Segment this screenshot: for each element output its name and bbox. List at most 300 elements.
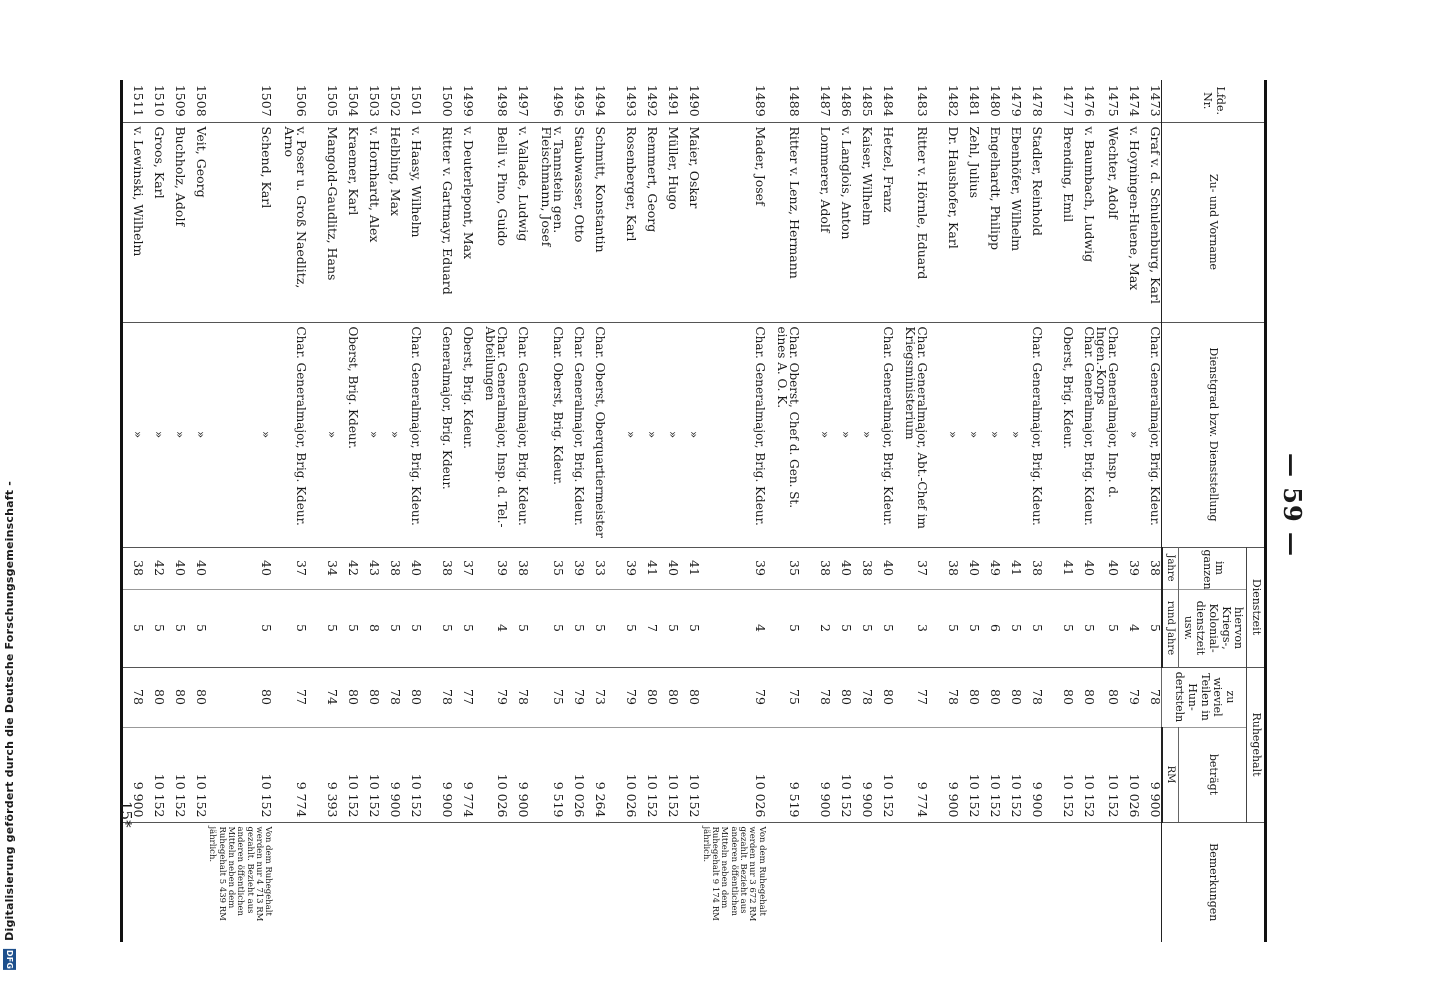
officer-name: Groos, Karl: [144, 122, 165, 322]
officer-rank: »: [658, 322, 679, 547]
row-number: 1477: [1060, 84, 1076, 117]
header-ruhegehalt: Ruhegehalt: [1247, 667, 1266, 822]
row-number: 1484: [880, 84, 896, 117]
table-row: [432, 80, 453, 942]
war-service-years: 5: [1095, 589, 1119, 667]
table-row: [1119, 80, 1140, 942]
remark: [1095, 822, 1119, 942]
row-number: 1503: [367, 84, 383, 117]
pension-amount: 10 152: [401, 727, 422, 822]
officer-name: v. Baumbach, Ludwig: [1074, 122, 1095, 322]
header-war-service: hiervon Kriegs-, Kolonial-dienstzeit usw.: [1179, 589, 1247, 667]
pension-percent: 80: [144, 667, 165, 727]
war-service-years: 5: [1053, 589, 1074, 667]
table-row: [508, 80, 529, 942]
header-unit: RM: [1162, 727, 1179, 822]
remark: [616, 822, 637, 942]
officer-name: Mader, Josef: [700, 122, 765, 322]
officer-name: Schmitt, Konstantin: [585, 122, 606, 322]
total-service-years: 39: [1119, 547, 1140, 589]
war-service-years: 4: [1119, 589, 1140, 667]
total-service-years: 41: [1001, 547, 1022, 589]
officer-rank: »: [1119, 322, 1140, 547]
pension-amount: 10 152: [658, 727, 679, 822]
table-row: [938, 80, 959, 942]
officer-rank: Oberst, Brig. Kdeur.: [453, 322, 474, 547]
war-service-years: 5: [658, 589, 679, 667]
table-row: [401, 80, 422, 942]
total-service-years: 49: [980, 547, 1001, 589]
war-service-years: 5: [776, 589, 800, 667]
pension-amount: 10 152: [338, 727, 359, 822]
row-number: 1487: [817, 84, 833, 117]
war-service-years: 5: [938, 589, 959, 667]
header-rank: Dienstgrad bzw. Dienststellung: [1162, 322, 1266, 547]
table-row: [616, 80, 637, 942]
officer-rank: Char. Generalmajor, Brig. Kdeur.: [700, 322, 765, 547]
war-service-years: 5: [165, 589, 186, 667]
pension-percent: 80: [658, 667, 679, 727]
officer-name: v. Hoyningen-Huene, Max: [1119, 122, 1140, 322]
table-row: [539, 80, 564, 942]
pension-amount: 10 152: [637, 727, 658, 822]
total-service-years: 40: [959, 547, 980, 589]
pension-percent: 78: [380, 667, 401, 727]
officer-rank: »: [317, 322, 338, 547]
war-service-years: 5: [121, 589, 144, 667]
header-round-years: rund Jahre: [1162, 589, 1179, 667]
remark: [1053, 822, 1074, 942]
officer-rank: Char. Generalmajor, Brig. Kdeur.: [1140, 322, 1162, 547]
row-number: 1502: [388, 84, 404, 117]
remark: [1140, 822, 1162, 942]
war-service-years: 5: [679, 589, 700, 667]
row-number: 1506: [294, 84, 310, 117]
officer-rank: Char. Generalmajor, Brig. Kdeur.: [564, 322, 585, 547]
war-service-years: 5: [539, 589, 564, 667]
remark: [186, 822, 207, 942]
remark: [539, 822, 564, 942]
officer-name: v. Lewinski, Wilhelm: [121, 122, 144, 322]
table-row: [658, 80, 679, 942]
row-number: 1489: [752, 84, 768, 117]
officer-rank: Char. Generalmajor, Brig. Kdeur.: [1074, 322, 1095, 547]
officer-name: Schend, Karl: [207, 122, 272, 322]
dfg-logo: DFG: [5, 949, 14, 969]
war-service-years: 5: [852, 589, 873, 667]
row-number: 1478: [1029, 84, 1045, 117]
pension-amount: 9 519: [776, 727, 800, 822]
officer-name: Veit, Georg: [186, 122, 207, 322]
officer-rank: »: [852, 322, 873, 547]
pension-amount: 9 900: [508, 727, 529, 822]
pension-amount: 10 152: [186, 727, 207, 822]
war-service-years: 7: [637, 589, 658, 667]
table-row: [1022, 80, 1043, 942]
remark: [380, 822, 401, 942]
pension-percent: 78: [432, 667, 453, 727]
remark: [852, 822, 873, 942]
officer-name: v. Langlois, Anton: [831, 122, 852, 322]
table-row: [637, 80, 658, 942]
table-row: [1095, 80, 1119, 942]
pension-amount: 10 152: [144, 727, 165, 822]
total-service-years: 40: [873, 547, 894, 589]
officer-name: v. Poser u. Groß Naedlitz, Arno: [282, 122, 307, 322]
pension-amount: 10 026: [564, 727, 585, 822]
total-service-years: 41: [637, 547, 658, 589]
row-number: 1501: [409, 84, 425, 117]
table-row: [1074, 80, 1095, 942]
table-row: [317, 80, 338, 942]
row-number: 1491: [666, 84, 682, 117]
officer-rank: »: [679, 322, 700, 547]
total-service-years: 38: [121, 547, 144, 589]
table-row: [679, 80, 700, 942]
total-service-years: 38: [1022, 547, 1043, 589]
total-service-years: 40: [1074, 547, 1095, 589]
officer-rank: »: [938, 322, 959, 547]
pension-percent: 80: [1074, 667, 1095, 727]
remark: [564, 822, 585, 942]
pension-percent: 79: [1119, 667, 1140, 727]
war-service-years: 5: [380, 589, 401, 667]
pension-amount: 10 152: [1095, 727, 1119, 822]
table-row: [700, 80, 765, 942]
total-service-years: 41: [679, 547, 700, 589]
row-number: 1511: [130, 84, 146, 117]
officer-name: Ritter v. Hörnle, Eduard: [904, 122, 928, 322]
remark: [959, 822, 980, 942]
table-row: [380, 80, 401, 942]
total-service-years: 42: [144, 547, 165, 589]
remark: [338, 822, 359, 942]
officer-rank: Char. Generalmajor, Insp. d. Tel.-Abteilungen: [484, 322, 508, 547]
war-service-years: 6: [980, 589, 1001, 667]
pension-amount: 10 152: [1074, 727, 1095, 822]
remark: Von dem Ruhegehalt werden nur 3 672 RM gezahlt. Bezieht aus anderen öffentlichen Mitteln neben dem Ruhegehalt 9 174 RM jährlich.: [700, 822, 765, 942]
pension-amount: 9 900: [852, 727, 873, 822]
header-remarks: Bemerkungen: [1162, 822, 1266, 942]
officer-name: Staubwasser, Otto: [564, 122, 585, 322]
remark: [585, 822, 606, 942]
pension-amount: 9 900: [121, 727, 144, 822]
war-service-years: 5: [1074, 589, 1095, 667]
pension-amount: 9 774: [453, 727, 474, 822]
remark: [508, 822, 529, 942]
remark: [121, 822, 144, 942]
pension-percent: 80: [186, 667, 207, 727]
war-service-years: 5: [959, 589, 980, 667]
pension-amount: 10 026: [1119, 727, 1140, 822]
officer-name: Stadler, Reinhold: [1022, 122, 1043, 322]
pension-amount: 10 152: [831, 727, 852, 822]
pension-amount: 9 900: [1140, 727, 1162, 822]
pension-percent: 79: [564, 667, 585, 727]
pension-percent: 79: [484, 667, 508, 727]
table-row: [564, 80, 585, 942]
pension-amount: 9 900: [380, 727, 401, 822]
table-row: [810, 80, 831, 942]
pension-percent: 78: [1022, 667, 1043, 727]
pension-percent: 80: [637, 667, 658, 727]
table-row: [1001, 80, 1022, 942]
officer-rank: Generalmajor, Brig. Kdeur.: [432, 322, 453, 547]
pension-percent: 80: [1053, 667, 1074, 727]
table-row: [959, 80, 980, 942]
table-row: [165, 80, 186, 942]
row-number: 1486: [838, 84, 854, 117]
total-service-years: 38: [938, 547, 959, 589]
officer-name: Ritter v. Lenz, Hermann: [776, 122, 800, 322]
total-service-years: 40: [207, 547, 272, 589]
row-number: 1490: [687, 84, 703, 117]
officer-name: Hetzel, Franz: [873, 122, 894, 322]
war-service-years: 5: [282, 589, 307, 667]
war-service-years: 5: [1022, 589, 1043, 667]
row-number: 1510: [151, 84, 167, 117]
header-total-service: im ganzen: [1179, 547, 1247, 589]
pension-percent: 78: [938, 667, 959, 727]
total-service-years: 43: [359, 547, 380, 589]
pension-amount: 10 152: [980, 727, 1001, 822]
war-service-years: 5: [1140, 589, 1162, 667]
war-service-years: 5: [453, 589, 474, 667]
table-row: [282, 80, 307, 942]
total-service-years: 40: [1095, 547, 1119, 589]
row-number: 1505: [325, 84, 341, 117]
row-number: 1482: [945, 84, 961, 117]
remark: [1119, 822, 1140, 942]
officer-rank: »: [616, 322, 637, 547]
pension-percent: 78: [508, 667, 529, 727]
officer-name: Kaiser, Wilhelm: [852, 122, 873, 322]
pension-percent: 73: [585, 667, 606, 727]
pension-amount: 10 026: [700, 727, 765, 822]
remark: [484, 822, 508, 942]
officer-name: Müller, Hugo: [658, 122, 679, 322]
officer-name: Kraemer, Karl: [338, 122, 359, 322]
officer-name: Remmert, Georg: [637, 122, 658, 322]
pension-percent: 78: [1140, 667, 1162, 727]
table-row: [1053, 80, 1074, 942]
officer-name: Brending, Emil: [1053, 122, 1074, 322]
pension-amount: 10 152: [359, 727, 380, 822]
officer-name: Helbling, Max: [380, 122, 401, 322]
officer-rank: »: [637, 322, 658, 547]
pension-percent: 80: [831, 667, 852, 727]
war-service-years: 3: [904, 589, 928, 667]
total-service-years: 34: [317, 547, 338, 589]
total-service-years: 40: [831, 547, 852, 589]
officer-rank: »: [207, 322, 272, 547]
officer-rank: Char. Generalmajor, Brig. Kdeur.: [873, 322, 894, 547]
pension-percent: 77: [904, 667, 928, 727]
pension-percent: 80: [338, 667, 359, 727]
header-nr: Lfde. Nr.: [1162, 80, 1266, 122]
pension-amount: 10 152: [873, 727, 894, 822]
total-service-years: 35: [776, 547, 800, 589]
officer-rank: »: [121, 322, 144, 547]
header-dienstzeit: Dienstzeit: [1247, 547, 1266, 667]
remark: [1074, 822, 1095, 942]
officer-name: Ritter v. Gartmayr, Eduard: [432, 122, 453, 322]
war-service-years: 5: [186, 589, 207, 667]
table-row: [207, 80, 272, 942]
header-amount: beträgt: [1179, 727, 1247, 822]
officer-rank: »: [810, 322, 831, 547]
officer-rank: »: [165, 322, 186, 547]
remark: [658, 822, 679, 942]
pension-percent: 80: [873, 667, 894, 727]
officer-name: Wechter, Adolf: [1095, 122, 1119, 322]
table-row: [338, 80, 359, 942]
header-years: Jahre: [1162, 547, 1179, 589]
signature-mark: 15*: [117, 801, 135, 828]
total-service-years: 39: [616, 547, 637, 589]
pension-amount: 10 026: [484, 727, 508, 822]
total-service-years: 39: [564, 547, 585, 589]
war-service-years: 5: [585, 589, 606, 667]
total-service-years: 39: [700, 547, 765, 589]
pension-percent: 77: [282, 667, 307, 727]
table-row: [904, 80, 928, 942]
credit-text: Digitalisierung gefördert durch die Deutsche Forschungsgemeinschaft -: [3, 480, 16, 941]
war-service-years: 5: [432, 589, 453, 667]
pension-percent: 80: [679, 667, 700, 727]
pension-amount: 9 900: [938, 727, 959, 822]
war-service-years: 4: [484, 589, 508, 667]
total-service-years: 37: [904, 547, 928, 589]
total-service-years: 37: [453, 547, 474, 589]
officer-name: Belli v. Pino, Guido: [484, 122, 508, 322]
officer-name: v. Vallade, Ludwig: [508, 122, 529, 322]
row-number: 1504: [346, 84, 362, 117]
table-row: [186, 80, 207, 942]
row-number: 1493: [624, 84, 640, 117]
remark: [165, 822, 186, 942]
digitization-credit: [0, 0, 24, 1000]
total-service-years: 38: [852, 547, 873, 589]
officer-name: Rosenberger, Karl: [616, 122, 637, 322]
table-row: [852, 80, 873, 942]
war-service-years: 2: [810, 589, 831, 667]
war-service-years: 5: [338, 589, 359, 667]
row-number: 1479: [1008, 84, 1024, 117]
pension-amount: 10 152: [207, 727, 272, 822]
total-service-years: 40: [401, 547, 422, 589]
pension-amount: 10 152: [1053, 727, 1074, 822]
table-row: [776, 80, 800, 942]
header-percent: zu wieviel Teilen in Hun-dertsteln: [1162, 667, 1247, 727]
remark: [831, 822, 852, 942]
remark: [144, 822, 165, 942]
officer-rank: »: [831, 322, 852, 547]
row-number: 1483: [914, 84, 930, 117]
pension-percent: 79: [700, 667, 765, 727]
pension-percent: 80: [1001, 667, 1022, 727]
remark: [810, 822, 831, 942]
total-service-years: 40: [658, 547, 679, 589]
pension-percent: 78: [852, 667, 873, 727]
war-service-years: 4: [700, 589, 765, 667]
pension-amount: 10 026: [616, 727, 637, 822]
officer-name: Dr. Haushofer, Karl: [938, 122, 959, 322]
table-row: [585, 80, 606, 942]
total-service-years: 35: [539, 547, 564, 589]
table-row: [1140, 80, 1162, 942]
pension-amount: 9 519: [539, 727, 564, 822]
row-number: 1475: [1105, 84, 1121, 117]
document-page: [67, 45, 1307, 965]
total-service-years: 37: [282, 547, 307, 589]
pension-percent: 75: [776, 667, 800, 727]
war-service-years: 8: [359, 589, 380, 667]
officer-rank: Char. Generalmajor, Abt.-Chef im Kriegsministerium: [904, 322, 928, 547]
row-number: 1476: [1081, 84, 1097, 117]
pension-amount: 10 152: [959, 727, 980, 822]
row-number: 1500: [440, 84, 456, 117]
row-number: 1497: [516, 84, 532, 117]
war-service-years: 5: [616, 589, 637, 667]
officer-rank: Char. Oberst, Brig. Kdeur.: [539, 322, 564, 547]
pension-percent: 75: [539, 667, 564, 727]
total-service-years: 40: [165, 547, 186, 589]
officer-rank: Char. Generalmajor, Brig. Kdeur.: [282, 322, 307, 547]
total-service-years: 38: [380, 547, 401, 589]
officer-rank: »: [1001, 322, 1022, 547]
officer-rank: Char. Generalmajor, Brig. Kdeur.: [1022, 322, 1043, 547]
officer-name: v. Deuterlepont, Max: [453, 122, 474, 322]
table-row: [484, 80, 508, 942]
pension-amount: 9 900: [1022, 727, 1043, 822]
pension-table: [120, 80, 1267, 942]
officer-name: Engelhardt, Philipp: [980, 122, 1001, 322]
war-service-years: 5: [317, 589, 338, 667]
pension-amount: 9 774: [282, 727, 307, 822]
officer-name: v. Hornhardt, Alex: [359, 122, 380, 322]
war-service-years: 5: [207, 589, 272, 667]
pension-percent: 80: [980, 667, 1001, 727]
row-number: 1485: [859, 84, 875, 117]
officer-rank: »: [980, 322, 1001, 547]
remark: [453, 822, 474, 942]
remark: [1022, 822, 1043, 942]
total-service-years: 40: [186, 547, 207, 589]
pension-amount: 9 900: [432, 727, 453, 822]
officer-rank: »: [380, 322, 401, 547]
war-service-years: 5: [831, 589, 852, 667]
row-number: 1488: [786, 84, 802, 117]
table-row: [144, 80, 165, 942]
page-number: — 59 —: [1278, 452, 1307, 558]
pension-percent: 80: [1095, 667, 1119, 727]
officer-name: v. Haasy, Wilhelm: [401, 122, 422, 322]
remark: [637, 822, 658, 942]
total-service-years: 39: [484, 547, 508, 589]
remark: [873, 822, 894, 942]
officer-rank: Char. Generalmajor, Insp. d. Ingen.-Korps: [1095, 322, 1119, 547]
total-service-years: 38: [432, 547, 453, 589]
table-body: [121, 80, 1164, 942]
total-service-years: 42: [338, 547, 359, 589]
officer-name: Buchholz, Adolf: [165, 122, 186, 322]
officer-rank: Oberst, Brig. Kdeur.: [338, 322, 359, 547]
pension-percent: 80: [165, 667, 186, 727]
row-number: 1480: [987, 84, 1003, 117]
officer-rank: »: [959, 322, 980, 547]
remark: [776, 822, 800, 942]
